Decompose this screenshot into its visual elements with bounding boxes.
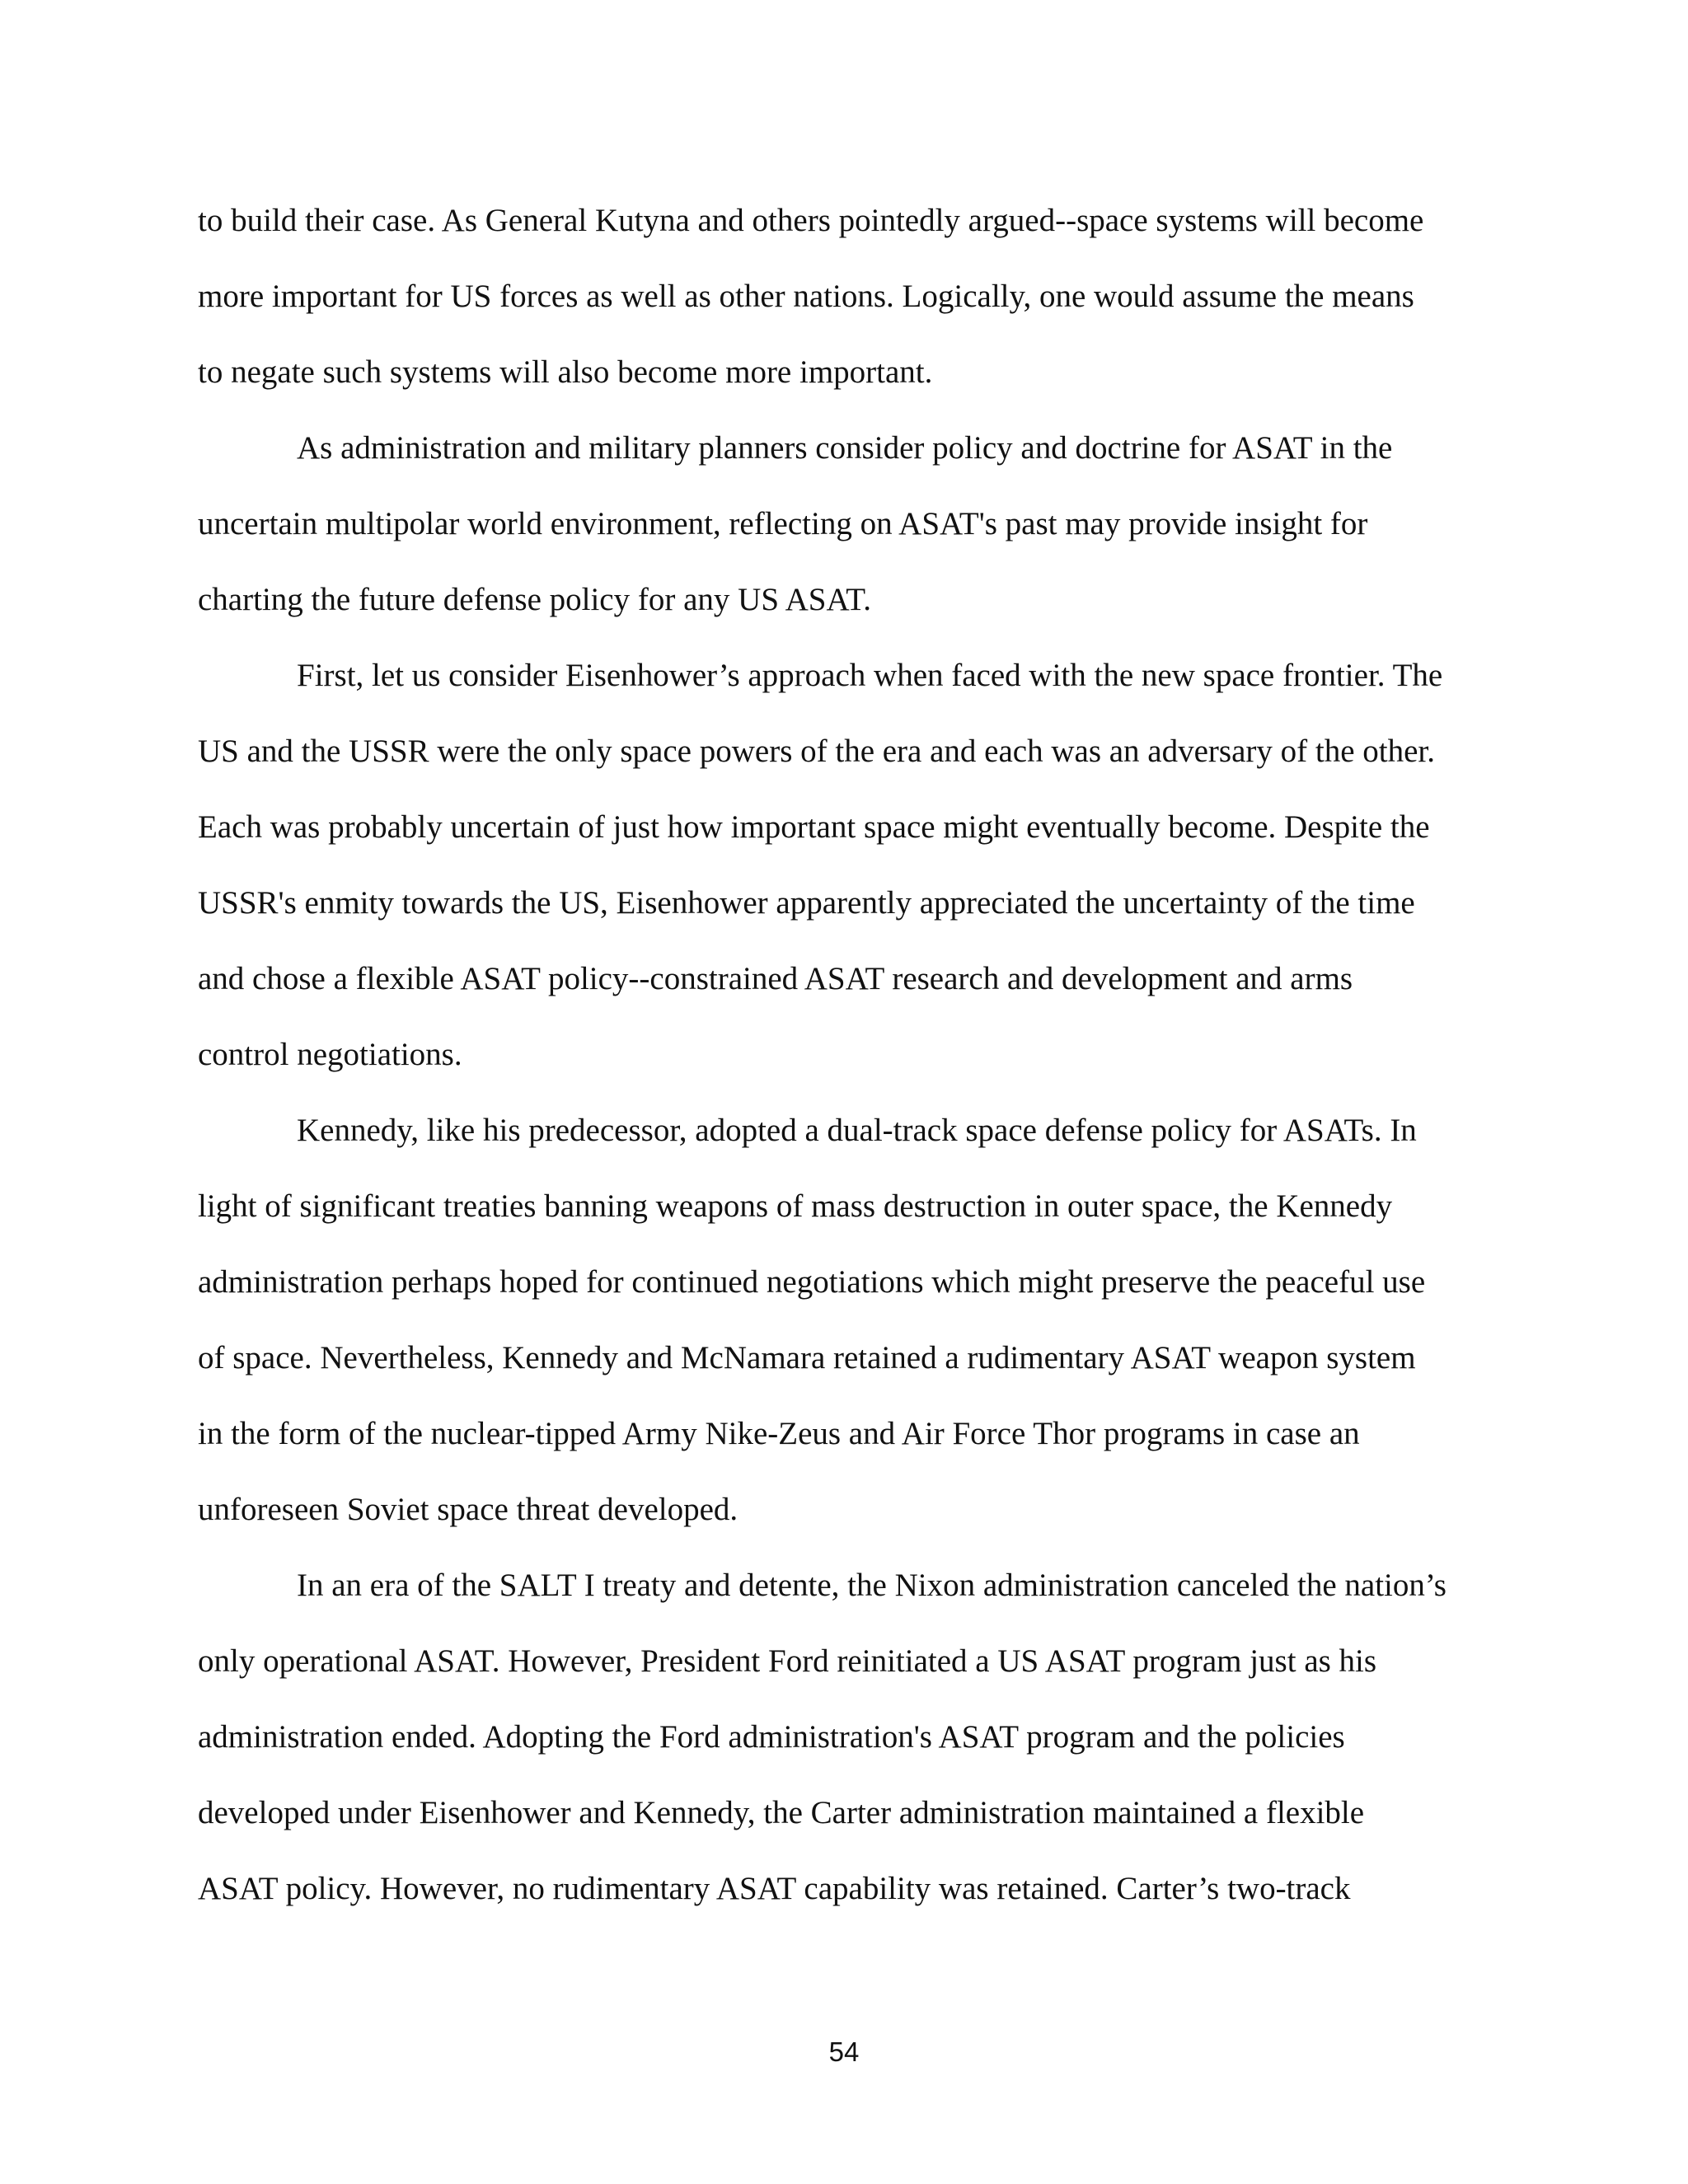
body-text xyxy=(198,183,1517,1927)
text-line: of space. Nevertheless, Kennedy and McNamara retained a rudimentary ASAT weapon system xyxy=(198,1340,1416,1376)
text-line: uncertain multipolar world environment, reflecting on ASAT's past may provide insight for xyxy=(198,506,1368,541)
text-line: US and the USSR were the only space powers of the era and each was an adversary of the other. xyxy=(198,733,1436,769)
text-line: and chose a flexible ASAT policy--constrained ASAT research and development and arms xyxy=(198,961,1353,996)
paragraph-start-line: As administration and military planners consider policy and doctrine for ASAT in the xyxy=(297,430,1393,466)
text-line: control negotiations. xyxy=(198,1037,462,1072)
text-line: charting the future defense policy for any US ASAT. xyxy=(198,582,871,617)
text-line: in the form of the nuclear-tipped Army Nike-Zeus and Air Force Thor programs in case an xyxy=(198,1416,1360,1451)
text-line: Each was probably uncertain of just how important space might eventually become. Despite the xyxy=(198,809,1430,845)
text-line: more important for US forces as well as other nations. Logically, one would assume the means xyxy=(198,279,1414,314)
text-line: only operational ASAT. However, President Ford reinitiated a US ASAT program just as his xyxy=(198,1643,1377,1679)
text-line: USSR's enmity towards the US, Eisenhower apparently appreciated the uncertainty of the time xyxy=(198,885,1415,921)
text-line: to build their case. As General Kutyna and others pointedly argued--space systems will become xyxy=(198,203,1424,238)
page-number: 54 xyxy=(828,2036,860,2067)
text-line: administration perhaps hoped for continued negotiations which might preserve the peaceful use xyxy=(198,1264,1426,1300)
text-line: administration ended. Adopting the Ford administration's ASAT program and the policies xyxy=(198,1719,1345,1755)
paragraph-start-line: In an era of the SALT I treaty and detente, the Nixon administration canceled the nation’s xyxy=(297,1568,1447,1603)
text-line: unforeseen Soviet space threat developed. xyxy=(198,1492,738,1527)
text-line: light of significant treaties banning weapons of mass destruction in outer space, the Kennedy xyxy=(198,1188,1393,1224)
paragraph-start-line: First, let us consider Eisenhower’s approach when faced with the new space frontier. The xyxy=(297,658,1443,693)
text-line: developed under Eisenhower and Kennedy, the Carter administration maintained a flexible xyxy=(198,1795,1365,1830)
paragraph-start-line: Kennedy, like his predecessor, adopted a dual-track space defense policy for ASATs. In xyxy=(297,1113,1417,1148)
text-line: to negate such systems will also become more important. xyxy=(198,354,933,390)
text-line: ASAT policy. However, no rudimentary ASAT capability was retained. Carter’s two-track xyxy=(198,1871,1351,1906)
